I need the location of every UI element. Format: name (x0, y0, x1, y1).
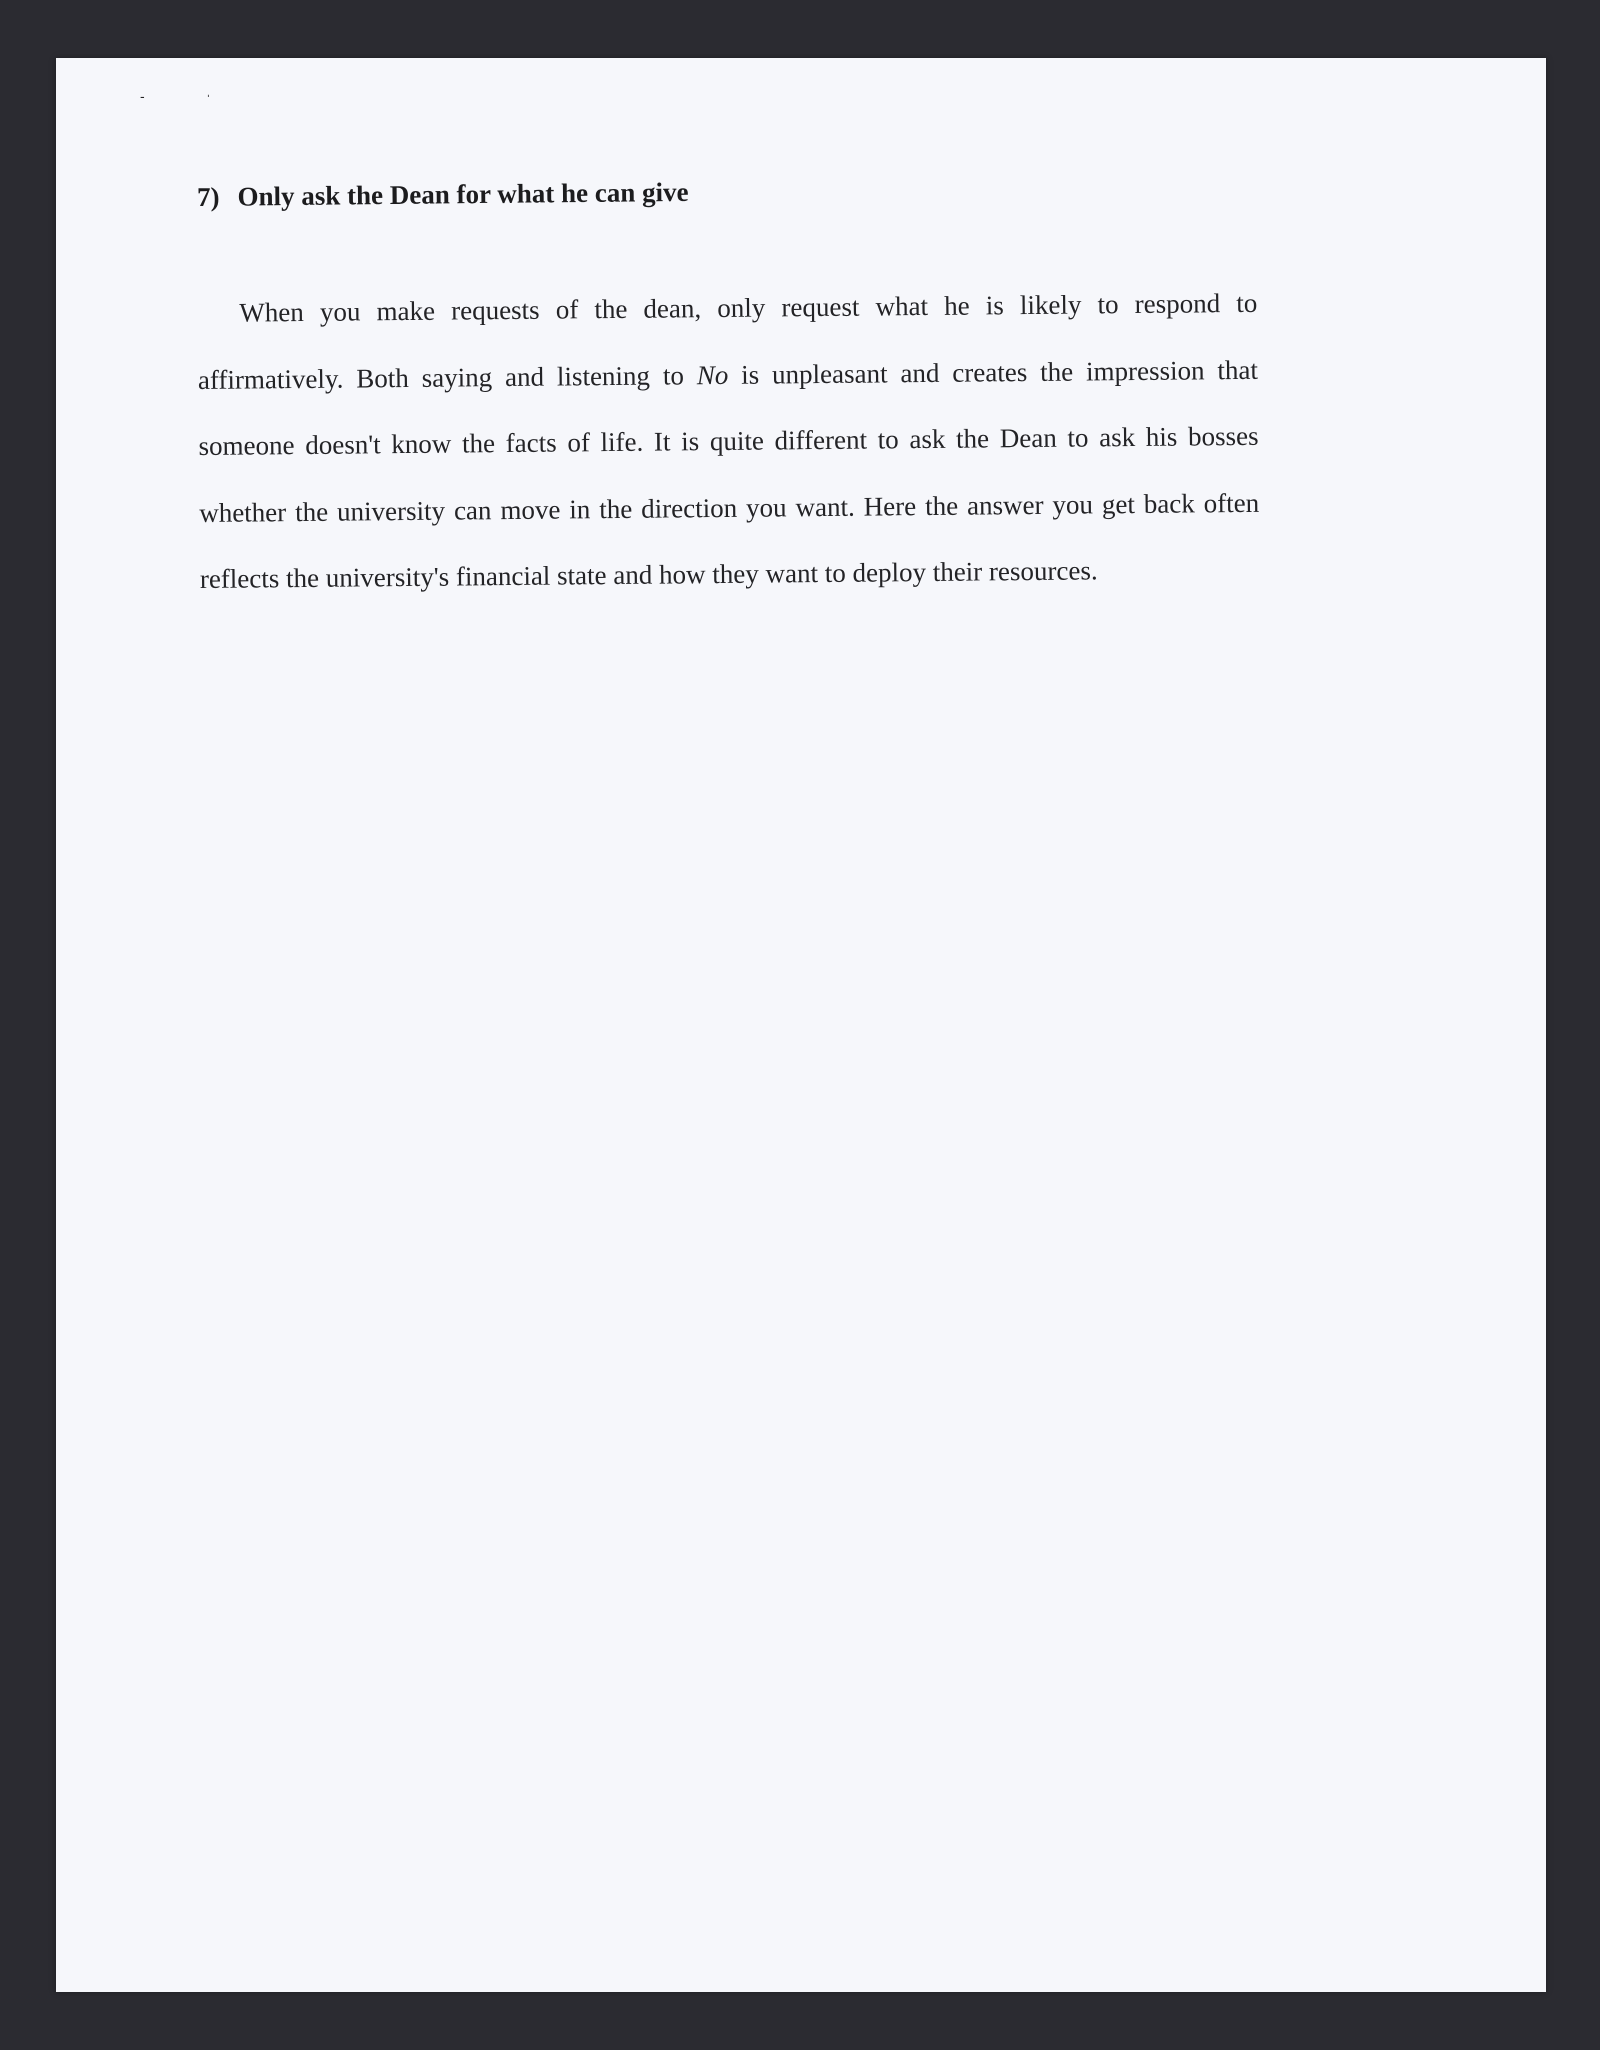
stray-mark: ˈ (206, 92, 211, 108)
section-title: Only ask the Dean for what he can give (237, 176, 689, 212)
paragraph-text-end: is unpleasant and creates the impression that someone doesn't know the facts of life. It is quite different to ask the Dean to ask his bosses whether the university can move in the direction you want. Here the answer you get back often reflects the university's financial state and how they want to deploy their resources. (198, 354, 1260, 594)
paragraph-italic-word: No (696, 359, 729, 390)
body-paragraph (197, 270, 1260, 613)
section-number: 7) (196, 181, 220, 212)
paragraph-text-start: When you make requests of the dean, only request what he is likely to respond to affirmatively. Both saying and listening to (197, 287, 1258, 395)
stray-mark: ‐ (140, 88, 145, 104)
